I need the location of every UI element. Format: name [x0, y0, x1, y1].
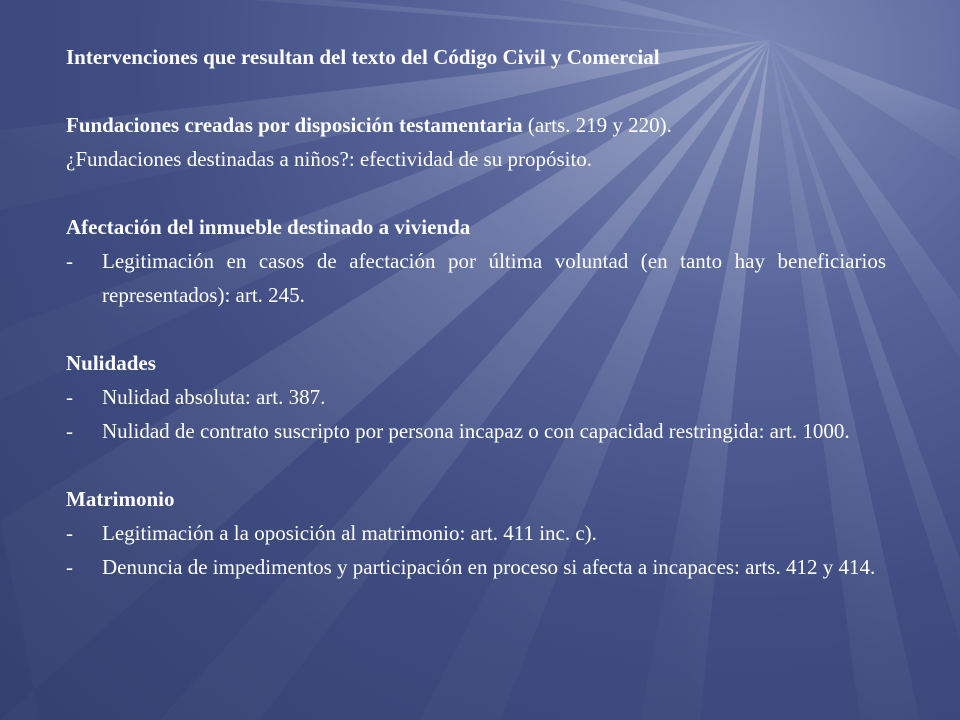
matrimonio-item [66, 516, 886, 550]
fundaciones-heading: Fundaciones creadas por disposición testamentaria [66, 113, 523, 137]
slide-title: Intervenciones que resultan del texto del Código Civil y Comercial [66, 45, 660, 69]
fundaciones-question: ¿Fundaciones destinadas a niños?: efectividad de su propósito. [66, 147, 593, 171]
spacer [66, 312, 886, 346]
nulidades-item [66, 380, 886, 414]
matrimonio-item [66, 550, 886, 584]
fundaciones-articles: (arts. 219 y 220). [522, 113, 672, 137]
bullet-dash: - [66, 521, 73, 545]
afectacion-item [66, 244, 886, 312]
nulidades-item [66, 414, 886, 448]
matrimonio-heading: Matrimonio [66, 487, 175, 511]
nulidades-heading: Nulidades [66, 351, 156, 375]
slide-content [66, 40, 886, 584]
spacer [66, 74, 886, 108]
bullet-dash: - [66, 385, 73, 409]
bullet-dash: - [66, 419, 73, 443]
spacer [66, 448, 886, 482]
nulidades-item-text: Nulidad absoluta: art. 387. [102, 385, 326, 409]
nulidades-item-text: Nulidad de contrato suscripto por persona incapaz o con capacidad restringida: art. 1000. [102, 419, 850, 443]
afectacion-item-text: Legitimación en casos de afectación por última voluntad (en tanto hay beneficiarios representados): art. 245. [102, 249, 886, 307]
matrimonio-item-text: Legitimación a la oposición al matrimonio: art. 411 inc. c). [102, 521, 597, 545]
spacer [66, 176, 886, 210]
bullet-dash: - [66, 555, 73, 579]
afectacion-heading: Afectación del inmueble destinado a vivienda [66, 215, 471, 239]
matrimonio-item-text: Denuncia de impedimentos y participación en proceso si afecta a incapaces: arts. 412 y 414. [102, 555, 876, 579]
bullet-dash: - [66, 249, 73, 273]
fundaciones-paragraph [66, 108, 886, 142]
